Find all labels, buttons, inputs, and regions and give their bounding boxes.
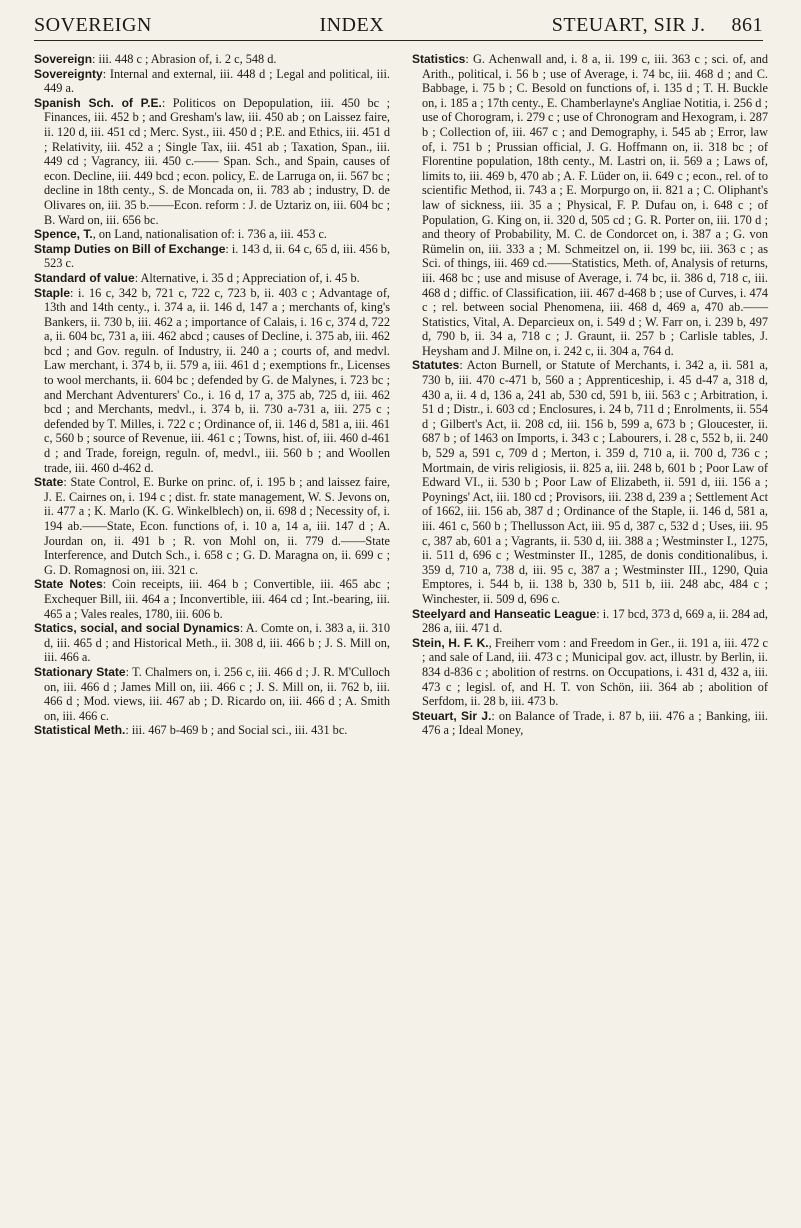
entry-head: Steelyard and Hanseatic League	[412, 606, 597, 621]
entry-head: Standard of value	[34, 270, 135, 285]
entry-head: State Notes	[34, 577, 103, 592]
entry-text: : i. 16 c, 342 b, 721 c, 722 c, 723 b, ii. 403 c ; Advantage of, 13th and 14th centy., i. 374 a, ii. 146 d, 147 a ; merchants of, king's Bankers, ii. 730 b, iii. 462 a ; importance of Calais, i. 16 c, 374 d, 722 a, ii. 604 bc, 731 a, iii. 462 abcd ; causes of Decline, i. 375 ab, iii. 462 bcd ; and Gov. reguln. of Industry, ii. 240 a ; courts of, and medvl. Law merchant, i. 374 b, ii. 579 a, iii. 461 d ; exemptions fr., Licenses to wool merchants, ii. 604 bc ; defended by G. de Malynes, i. 723 bc ; and Merchant Adventurers' Co., i. 16 d, 17 a, 375 ab, 725 d, iii. 462 bcd ; and Merchants, medvl., i. 374 b, ii. 730 a-731 a, iii. 275 c ; defended by T. Milles, i. 722 c ; Ordinance of, ii. 146 d, 581 a, iii. 461 c, 560 b ; source of Revenue, iii. 461 c ; Towns, hist. of, iii. 460 d-461 d ; and Trade, foreign, reguln. of, medvl., iii. 560 b ; and Woollen trade, iii. 460 d-462 d.	[44, 285, 390, 475]
entry-text: : State Control, E. Burke on princ. of, i. 195 b ; and laissez faire, J. E. Cairnes on, i. 194 c ; dist. fr. state management, W. S. Jevons on, ii. 477 a ; K. Marlo (K. G. Winkelblech) on, ii. 698 d ; Necessity of, i. 194 ab.——State, Econ. functions of, i. 10 a, 14 a, iii. 147 d ; A. Jourdan on, ii. 491 b ; R. von Mohl on, ii. 779 d.——State Interference, and Dutch Sch., i. 658 c ; G. D. Maragna on, ii. 699 c ; G. D. Romagnosi on, iii. 321 c.	[44, 475, 390, 577]
entry-text: : Politicos on Depopulation, iii. 450 bc ; Finances, iii. 452 b ; and Gresham's law, iii. 450 ab ; on Laissez faire, ii. 120 d, iii. 451 cd ; Merc. Syst., iii. 450 d ; P.E. and Ethics, iii. 451 d ; Relativity, iii. 452 a ; Single Tax, iii. 451 ab ; Taxation, Span., iii. 449 cd ; Vagrancy, iii. 450 c.—— Span. Sch., and Spain, causes of econ. Decline, iii. 449 bcd ; econ. policy, E. de Larruga on, ii. 567 bc ; decline in 18th centy., S. de Moncada on, ii. 783 ab ; industry, D. de Olivares on, iii. 35 b.——Econ. reform : J. de Uztariz on, iii. 604 bc ; B. Ward on, iii. 656 bc.	[44, 95, 391, 227]
entry-head: Staple	[34, 285, 71, 300]
running-head-right-group	[552, 14, 763, 37]
running-head-right: STEUART, SIR J.	[551, 13, 706, 36]
index-entry	[34, 52, 390, 67]
entry-head: Statutes	[412, 358, 460, 373]
index-entry	[412, 607, 768, 636]
entry-head: Statics, social, and social Dynamics	[34, 621, 240, 636]
index-entry	[34, 475, 390, 577]
entry-text: : i. 17 bcd, 373 d, 669 a, ii. 284 ad, 286 a, iii. 471 d.	[422, 606, 768, 636]
entry-head: Sovereign	[34, 52, 93, 66]
entry-text: : G. Achenwall and, i. 8 a, ii. 199 c, iii. 363 c ; sci. of, and Arith., political, i. 56 b ; use of Average, i. 74 bc, iii. 468 d ; and C. Babbage, i. 75 b ; C. Besold on functions of, i. 135 d ; T. H. Buckle on, i. 185 a ; 17th centy., E. Chamberlayne's Angliae Notitia, i. 256 d ; use of Chorogram, i. 279 c ; use of Chronogram and Hexogram, i. 287 b ; Collection of, iii. 467 c ; and Demography, i. 545 ab ; Error, law of, i. 751 b ; Prussian official, J. G. Hoffmann on, ii. 318 bc ; of Florentine population, 18th centy., M. Lastri on, ii. 569 a ; Laws of, limits to, iii. 469 b, 470 ab ; A. F. Lüder on, ii. 649 c ; econ., rel. of to scientific Method, ii. 743 a ; E. Morpurgo on, ii. 821 a ; C. Oliphant's law of sickness, iii. 35 a ; Physical, F. P. Dufau on, i. 648 c ; of Population, G. King on, ii. 320 d, 505 cd ; G. R. Porter on, iii. 170 d ; and theory of Probability, M. C. de Condorcet on, i. 387 a ; G. von Rümelin on, iii. 333 a ; M. Schmeitzel on, ii. 199 bc, iii. 363 c ; as Sci. of things, iii. 469 cd.——Statistics, Meth. of, Analysis of returns, iii. 468 bc ; use and misuse of Average, i. 74 bc, ii. 386 d, 718 c, iii. 468 d ; diffic. of Classification, iii. 467 d-468 b ; use of Curves, i. 474 c ; rel. between social Phenomena, iii. 468 d, 469 a, 470 ab.——Statistics, Vital, A. Deparcieux on, i. 549 d ; W. Farr on, i. 239 b, 497 d, 790 b, ii. 34 a, 718 c ; J. Graunt, ii. 257 b ; Carlisle tables, J. Heysham and J. Milne on, i. 242 c, ii. 304 a, 764 d.	[422, 52, 768, 358]
index-entry	[412, 709, 768, 738]
entry-text: : Coin receipts, iii. 464 b ; Convertible, iii. 465 abc ; Exchequer Bill, iii. 464 a ; Inconvertible, iii. 464 cd ; Int.-bearing, iii. 465 a ; Vales reales, 1780, iii. 606 b.	[44, 577, 391, 621]
entry-head: Steuart, Sir J.	[412, 708, 492, 723]
index-entry	[34, 67, 390, 96]
running-head-left: SOVEREIGN	[34, 13, 152, 36]
entry-text: : A. Comte on, i. 383 a, ii. 310 d, iii. 465 d ; and Historical Meth., ii. 308 d, iii. 466 b ; J. S. Mill on, iii. 466 a.	[44, 621, 390, 665]
page-number: 861	[731, 13, 763, 36]
index-entry	[34, 723, 390, 738]
index-entry	[34, 577, 390, 621]
index-entry	[34, 621, 390, 665]
entry-text: : Alternative, i. 35 d ; Appreciation of, i. 45 b.	[134, 270, 360, 285]
index-entry	[34, 271, 390, 286]
entry-text: , on Land, nationalisation of: i. 736 a, iii. 453 c.	[92, 227, 327, 242]
index-entry	[34, 227, 390, 242]
entry-head: State	[34, 475, 64, 490]
index-entry	[34, 242, 390, 271]
entry-text: : iii. 467 b-469 b ; and Social sci., iii. 431 bc.	[125, 723, 348, 738]
running-head	[34, 8, 763, 42]
entry-text: , Freiherr vom : and Freedom in Ger., ii. 191 a, iii. 472 c ; and sale of Land, iii. 473 c ; Municipal gov. act, illustr. by Berlin, ii. 834 d-836 c ; abolition of restrns. on Occupations, i. 431 d, 432 a, iii. 473 c ; legisl. of, and H. T. von Schön, iii. 364 ab ; abolition of Serfdom, ii. 28 b, iii. 473 b.	[422, 635, 768, 709]
entry-text: : Internal and external, iii. 448 d ; Legal and political, iii. 449 a.	[44, 66, 390, 96]
entry-head: Sovereignty	[34, 66, 103, 81]
left-column	[34, 52, 390, 738]
index-entry	[412, 358, 768, 606]
entry-head: Statistics	[412, 52, 466, 66]
entry-text: : Acton Burnell, or Statute of Merchants, i. 342 a, ii. 581 a, 730 b, iii. 470 c-471 b, 560 a ; Apprenticeship, i. 45 d-47 a, 318 d, 430 a, ii. 4 d, 136 a, 241 ab, 530 cd, 591 b, iii. 563 c ; Arbitration, i. 51 d ; Distr., i. 603 cd ; Enclosures, i. 24 b, 711 d ; Enrolments, ii. 554 d ; Gilbert's Act, ii. 208 cd, iii. 156 b, 599 a, 673 b ; Gloucester, ii. 687 b ; of 1463 on Imports, i. 343 c ; Labourers, i. 28 c, 552 b, ii. 240 b, 529 a, 591 c, 709 d ; Merton, i. 359 d, 710 a, ii. 700 d, 736 c ; Mortmain, de viris religiosis, ii. 825 a, iii. 248 b, 601 b ; Poor Law of Edward VI., ii. 530 b ; Poor Law of Elizabeth, ii. 591 d, iii. 156 a ; Poynings' Act, iii. 180 cd ; Provisors, iii. 238 d, 239 a ; Settlement Act of 1662, iii. 156 ab, 387 d ; Ordinance of the Staple, ii. 146 d, 581 a, iii. 461 c, 560 b ; Thellusson Act, iii. 95 d, 387 c, 532 d ; Uses, iii. 95 c, 387 ab, 601 a ; Vagrants, ii. 530 d, iii. 388 a ; Westminster I., 1275, ii. 511 d, 696 c ; Westminster II., 1285, de donis conditionalibus, i. 359 d, 710 a, 738 d, iii. 95 c, 387 a ; Westminster III., 1290, Quia Emptores, i. 544 b, ii. 138 b, 330 b, 511 b, iii. 248 abc, 484 c ; Winchester, ii. 509 d, 696 c.	[422, 358, 768, 606]
index-entry	[34, 286, 390, 476]
right-column	[412, 52, 768, 738]
entry-text: : i. 143 d, ii. 64 c, 65 d, iii. 456 b, 523 c.	[44, 241, 391, 271]
entry-text: : on Balance of Trade, i. 87 b, iii. 476 a ; Banking, iii. 476 a ; Ideal Money,	[422, 708, 768, 738]
header-rule	[34, 40, 763, 41]
entry-head: Stein, H. F. K.	[412, 635, 489, 650]
index-entry	[34, 96, 390, 227]
entry-head: Stamp Duties on Bill of Exchange	[34, 241, 226, 256]
entry-head: Spence, T.	[34, 227, 93, 242]
index-entry	[412, 52, 768, 358]
running-head-center: INDEX	[319, 13, 385, 36]
entry-text: : iii. 448 c ; Abrasion of, i. 2 c, 548 d.	[92, 52, 277, 66]
index-entry	[34, 665, 390, 723]
entry-head: Statistical Meth.	[34, 723, 126, 738]
index-entry	[412, 636, 768, 709]
entry-text: : T. Chalmers on, i. 256 c, iii. 466 d ; J. R. M'Culloch on, iii. 466 d ; James Mill on, iii. 466 c ; J. S. Mill on, ii. 762 b, iii. 466 d ; Mod. views, iii. 467 ab ; D. Ricardo on, iii. 466 d ; A. Smith on, iii. 466 c.	[44, 664, 390, 723]
entry-head: Spanish Sch. of P.E.	[34, 95, 162, 110]
entry-head: Stationary State	[34, 664, 126, 679]
